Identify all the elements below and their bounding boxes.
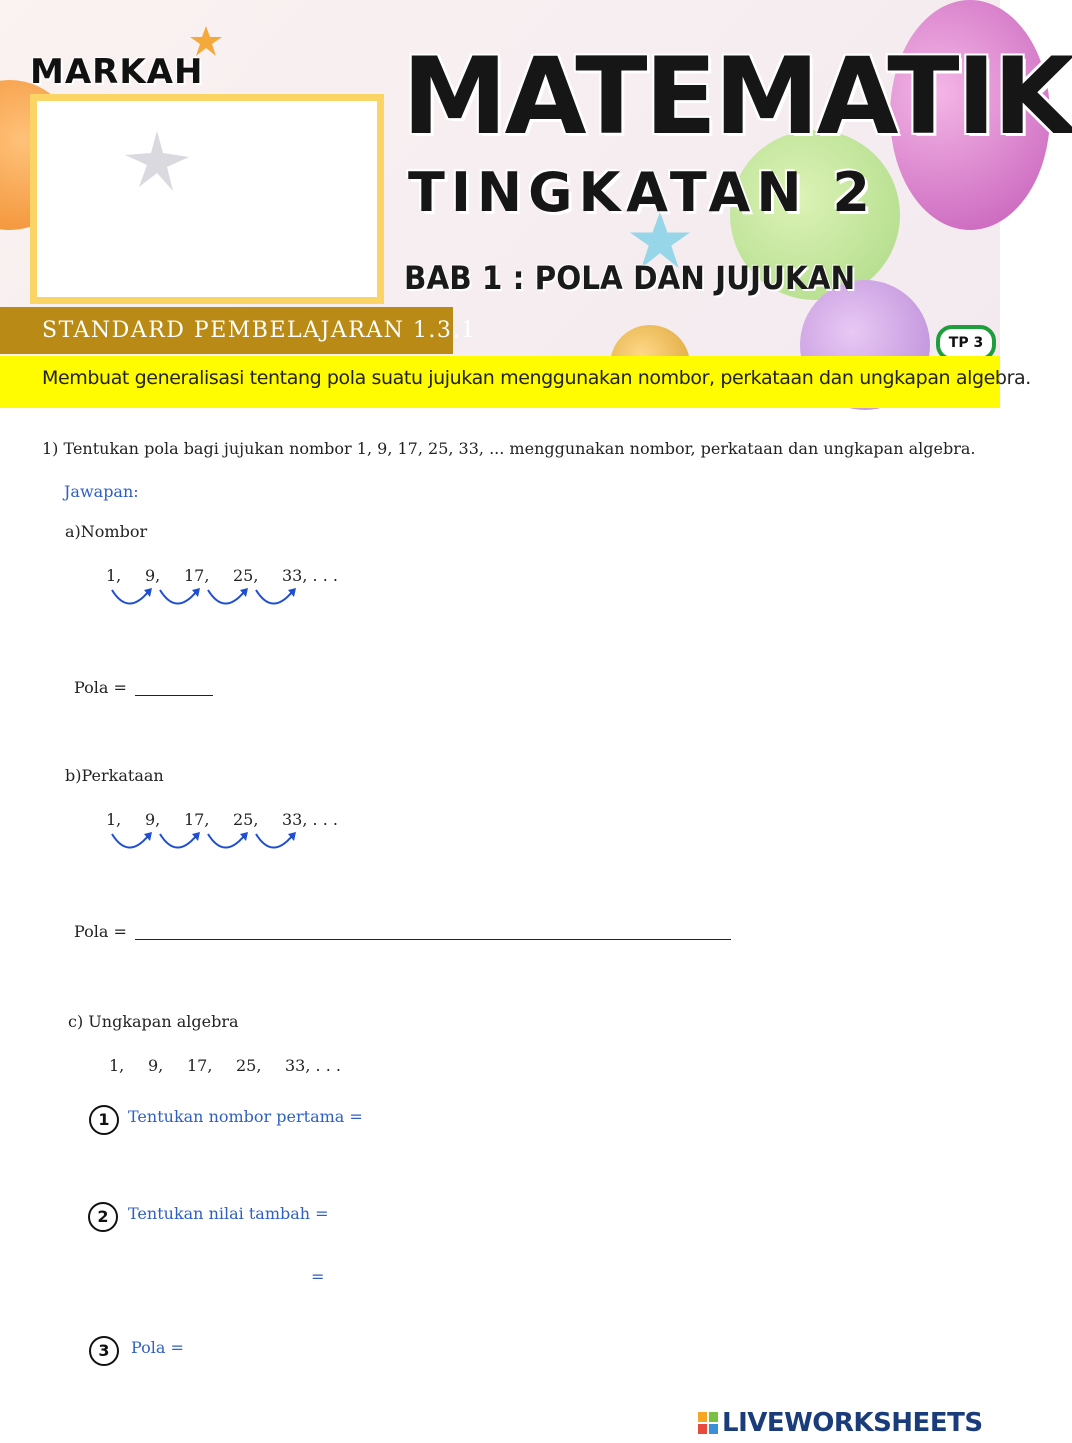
part-a-label: a)Nombor	[65, 522, 148, 541]
sequence-term: 1,	[109, 1056, 125, 1075]
sequence-term: 25,	[236, 1056, 262, 1075]
worksheet-title: MATEMATIK	[402, 35, 1072, 158]
step-2-equals: =	[311, 1267, 325, 1286]
sequence-term: 1,	[106, 810, 122, 829]
pola-a-label: Pola =	[74, 678, 127, 697]
pola-b-row	[74, 924, 731, 940]
standard-label: STANDARD PEMBELAJARAN 1.3.1	[42, 318, 477, 343]
step-3-number-icon: 3	[89, 1336, 119, 1366]
sequence-term: 25,	[233, 810, 259, 829]
answer-label: Jawapan:	[64, 482, 139, 501]
markah-label: MARKAH	[30, 52, 204, 92]
part-c-label: c) Ungkapan algebra	[68, 1012, 239, 1031]
tp-badge: TP 3	[936, 325, 996, 361]
question-text: 1) Tentukan pola bagi jujukan nombor 1, 9, 17, 25, 33, ... menggunakan nombor, perkataan dan ungkapan algebra.	[42, 439, 976, 458]
sequence-arrows-a	[108, 586, 308, 612]
step-1-text: Tentukan nombor pertama =	[128, 1107, 363, 1126]
sequence-term: 9,	[145, 566, 161, 585]
pola-a-row	[74, 680, 213, 696]
sequence-term: 9,	[145, 810, 161, 829]
sequence-term: 1,	[106, 566, 122, 585]
step-2-text: Tentukan nilai tambah =	[128, 1204, 329, 1223]
sequence-arrows-b	[108, 830, 308, 856]
liveworksheets-logo: LIVEWORKSHEETS	[722, 1408, 983, 1438]
sequence-term: 17,	[184, 566, 210, 585]
sequence-term: 17,	[184, 810, 210, 829]
star-icon	[122, 131, 192, 191]
pola-b-answer-field[interactable]	[135, 925, 731, 940]
step-3-text: Pola =	[131, 1338, 184, 1357]
sequence-term: 25,	[233, 566, 259, 585]
liveworksheets-logo-icon	[698, 1412, 718, 1434]
part-b-label: b)Perkataan	[65, 766, 164, 785]
markah-score-box[interactable]	[30, 94, 384, 304]
pola-a-answer-field[interactable]	[135, 681, 213, 696]
step-2-number-icon: 2	[88, 1202, 118, 1232]
sequence-term: 9,	[148, 1056, 164, 1075]
sequence-term: 33, . . .	[282, 810, 338, 829]
sequence-term: 17,	[187, 1056, 213, 1075]
worksheet-header	[0, 0, 1072, 408]
sequence-term: 33, . . .	[282, 566, 338, 585]
chapter-title: BAB 1 : POLA DAN JUJUKAN	[404, 259, 856, 297]
step-1-number-icon: 1	[89, 1105, 119, 1135]
worksheet-subtitle: TINGKATAN 2	[408, 161, 876, 224]
standard-description: Membuat generalisasi tentang pola suatu jujukan menggunakan nombor, perkataan dan ungkapan algebra.	[42, 367, 1031, 389]
sequence-term: 33, . . .	[285, 1056, 341, 1075]
pola-b-label: Pola =	[74, 922, 127, 941]
